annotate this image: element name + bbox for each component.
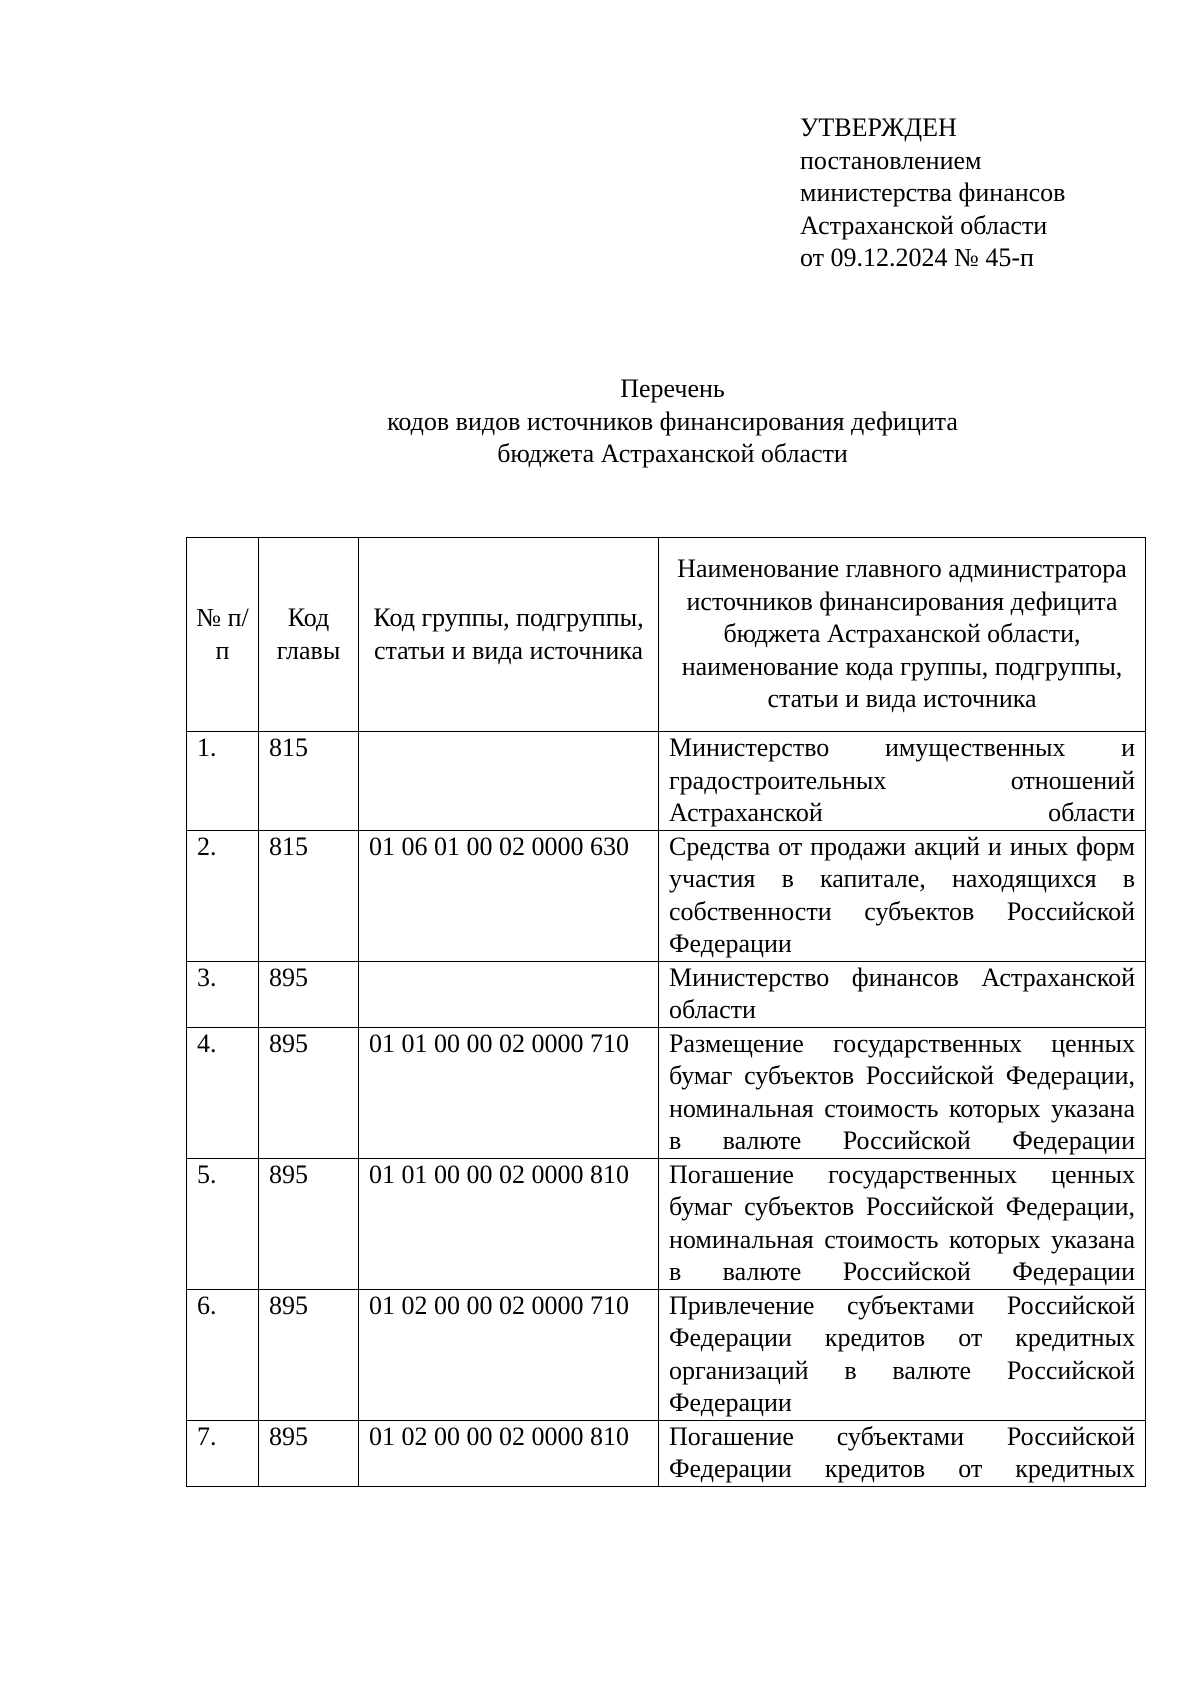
header-num: № п/п (187, 538, 259, 732)
table-header-row (187, 538, 1146, 732)
cell-num: 6. (187, 1289, 259, 1420)
sources-table (186, 537, 1146, 1487)
cell-chapter: 895 (259, 1027, 359, 1158)
table-row (187, 961, 1146, 1027)
approval-block (800, 112, 1065, 275)
cell-name: Размещение государственных ценных бумаг субъектов Российской Федерации, номинальная стоимость которых указана в валюте Российской Федерации (659, 1027, 1146, 1158)
title-line: Перечень (620, 374, 725, 403)
title-line: кодов видов источников финансирования дефицита (387, 406, 958, 436)
cell-num: 5. (187, 1158, 259, 1289)
cell-num: 7. (187, 1420, 259, 1486)
cell-code: 01 06 01 00 02 0000 630 (359, 830, 659, 961)
cell-code: 01 02 00 00 02 0000 710 (359, 1289, 659, 1420)
cell-num: 4. (187, 1027, 259, 1158)
title-line: бюджета Астраханской области (497, 439, 848, 468)
header-source-code: Код группы, подгруппы, статьи и вида источника (359, 538, 659, 732)
cell-chapter: 895 (259, 1420, 359, 1486)
approval-line: постановлением (800, 145, 982, 175)
cell-code: 01 02 00 00 02 0000 810 (359, 1420, 659, 1486)
table-row (187, 732, 1146, 831)
table-row (187, 1158, 1146, 1289)
cell-code (359, 961, 659, 1027)
cell-chapter: 895 (259, 1158, 359, 1289)
cell-num: 1. (187, 732, 259, 831)
cell-chapter: 895 (259, 1289, 359, 1420)
cell-name: Привлечение субъектами Российской Федерации кредитов от кредитных организаций в валюте Российской Федерации (659, 1289, 1146, 1420)
cell-chapter: 815 (259, 732, 359, 831)
cell-name: Погашение субъектами Российской Федерации кредитов от кредитных (659, 1420, 1146, 1486)
cell-name: Средства от продажи акций и иных форм участия в капитале, находящихся в собственности субъектов Российской Федерации (659, 830, 1146, 961)
cell-name: Погашение государственных ценных бумаг субъектов Российской Федерации, номинальная стоимость которых указана в валюте Российской Федерации (659, 1158, 1146, 1289)
approval-line: Астраханской области (800, 210, 1048, 240)
cell-num: 3. (187, 961, 259, 1027)
document-title (0, 373, 1200, 471)
cell-chapter: 895 (259, 961, 359, 1027)
cell-code: 01 01 00 00 02 0000 810 (359, 1158, 659, 1289)
table-row (187, 1420, 1146, 1486)
cell-name: Министерство имущественных и градостроительных отношений Астраханской области (659, 732, 1146, 831)
cell-num: 2. (187, 830, 259, 961)
approval-heading: УТВЕРЖДЕН (800, 113, 957, 142)
cell-chapter: 815 (259, 830, 359, 961)
header-chapter-code: Код главы (259, 538, 359, 732)
header-name: Наименование главного администратора источников финансирования дефицита бюджета Астраханской области, наименование кода группы, подгруппы, статьи и вида источника (659, 538, 1146, 732)
table-row (187, 1027, 1146, 1158)
cell-code: 01 01 00 00 02 0000 710 (359, 1027, 659, 1158)
table-row (187, 1289, 1146, 1420)
cell-name: Министерство финансов Астраханской области (659, 961, 1146, 1027)
table-row (187, 830, 1146, 961)
cell-code (359, 732, 659, 831)
approval-line: министерства финансов (800, 178, 1066, 207)
approval-date: от 09.12.2024 № 45-п (800, 243, 1034, 272)
